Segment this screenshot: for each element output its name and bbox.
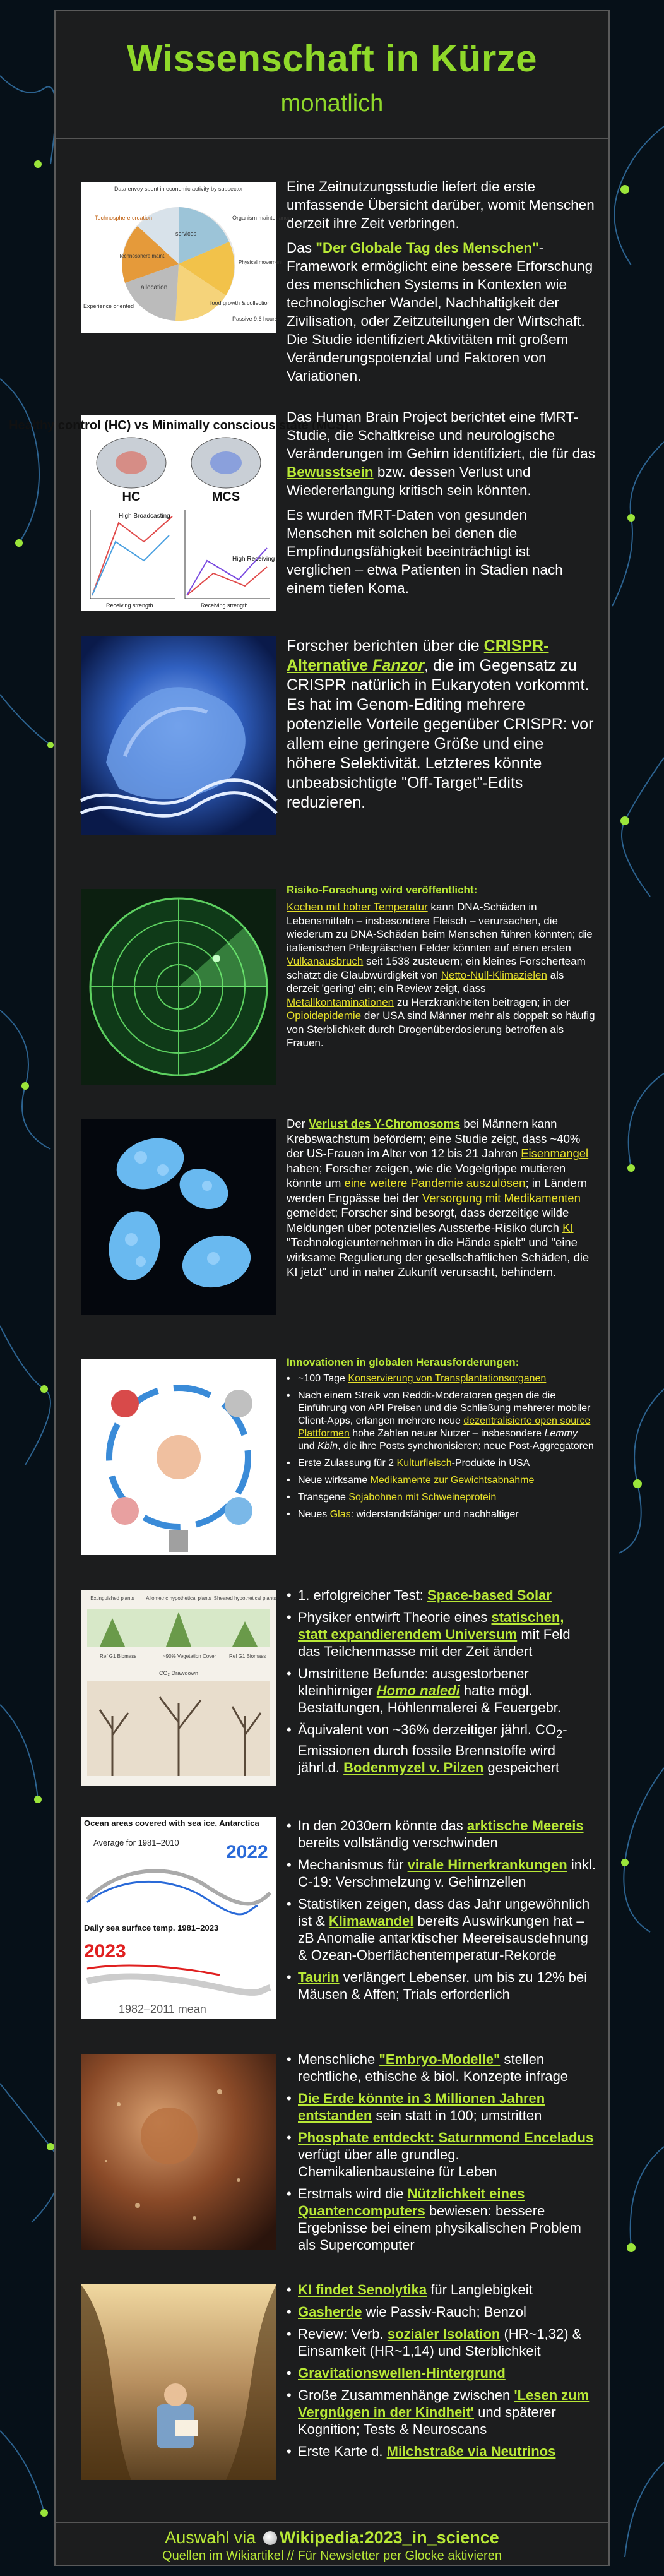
svg-text:allocation: allocation [141,284,168,291]
list-item: • In den 2030ern könnte das arktische Meereis bereits vollständig verschwinden [287,1817,596,1851]
list-item: • KI findet Senolytika für Langlebigkeit [287,2281,596,2298]
fanzor-protein-image [81,636,276,835]
svg-text:Ref G1 Biomass: Ref G1 Biomass [100,1654,137,1659]
list-item: • Mechanismus für virale Hirnerkrankungen inkl. C-19: Verschmelzung v. Gehirnzellen [287,1856,596,1890]
list-item: • Große Zusammenhänge zwischen 'Lesen zum Vergnügen in der Kindheit' und späterer Kognition; Tests & Neuroscans [287,2387,596,2438]
list-item: • Gravitationswellen-Hintergrund [287,2364,596,2382]
svg-text:CO₂ Drawdown: CO₂ Drawdown [158,1670,199,1676]
svg-text:Allometric hypothetical plants: Allometric hypothetical plants [146,1595,211,1601]
page-title: Wissenschaft in Kürze [126,37,538,80]
sea-ice-chart-image [81,1817,276,2019]
svg-text:Physical movement: Physical movement [239,259,283,265]
svg-text:Ocean areas covered with sea i: Ocean areas covered with sea ice, Antarctica [84,1818,259,1828]
list-item: • Menschliche "Embryo-Modelle" stellen rechtliche, ethische & biol. Konzepte infrage [287,2051,596,2085]
footer-note: Quellen im Wikiartikel // Für Newsletter per Glocke aktivieren [162,2549,502,2563]
list-item: • Gasherde wie Passiv-Rauch; Benzol [287,2303,596,2320]
svg-text:High Receiving: High Receiving [232,556,275,563]
svg-text:Ref G1 Biomass: Ref G1 Biomass [229,1654,266,1659]
wikipedia-link[interactable]: Wikipedia:2023_in_science [279,2528,499,2547]
section-text: Eine Zeitnutzungsstudie liefert die erste umfassende Übersicht darüber, womit Menschen derzeit ihre Zeit verbringen. Das "Der Globale Tag des Menschen"-Framework ermöglicht eine bessere Erforschung des menschlichen Systems in Kontexten wie technologischer Wandel, Nachhaltigkeit der Zivilisation, oder Zeitzuteilungen der Wirtschaft. Die Studie identifiziert Aktivitäten mit großem Veränderungspotenzial und Faktoren von Variationen. [287,177,596,391]
list-item: • Äquivalent von ~36% derzeitiger jährl. $CO_2$-Emissionen durch fossile Brennstoffe wird jährl.d. Bodenmyzel v. Pilzen gespeichert [287,1721,596,1776]
footer: Auswahl via Wikipedia:2023_in_science Quellen im Wikiartikel // Für Newsletter per Glocke aktivieren [56,2522,608,2566]
list-item: • Erstmals wird die Nützlichkeit eines Quantencomputers bewiesen: bessere Ergebnisse bei einem physikalischen Problem als Supercomputer [287,2185,596,2253]
section-text: Innovationen in globalen Herausforderungen: • ~100 Tage Konservierung von Transplantationsorganen • Nach einem Streik von Reddit-Moderatoren gegen die die Einführung von API Preisen und die Schließung mehrerer mobiler Client-Apps, erlangen mehrere neue dezentralisierte open source Plattformen hohe Zahlen neuer Nutzer – insbesondere Lemmy und Kbin, die ihre Posts synchronisieren; neue Post-Aggregatoren • Erste Zulassung für 2 Kulturfleisch-Produkte in USA • Neue wirksame Medikamente zur Gewichtsabnahme • Transgene Sojabohnen mit Schweineprotein • Neues Glas: widerstandsfähiger und nachhaltiger [287,1356,596,1525]
svg-text:Receiving strength: Receiving strength [201,602,248,609]
svg-text:Receiving strength: Receiving strength [106,602,153,609]
section-text [287,2281,596,2465]
wikipedia-globe-icon [263,2531,277,2545]
section-text: Der Verlust des Y-Chromosoms bei Männern kann Krebswachstum befördern; eine Studie zeigt, dass ~40% der US-Frauen im Alter von 12 bis 21 Jahren Eisenmangel haben; Forscher zeigen, wie die Vogelgrippe mutieren könnte um eine weitere Pandemie auszulösen; in Ländern werden Engpässe bei der Versorgung mit Medikamenten gemeldet; Forscher sind besorgt, dass derzeitige wilde Meldungen über potenzielles Aussterbe-Risiko durch KI "Technologieunternehmen in die Hände spielt" und "eine wirksame Regulierung der gesellschaftlichen Schäden, die KI jetzt" und in naher Zukunft verursacht, behindern. [287,1117,590,1279]
img-title: Data envoy spent in economic activity by subsector [114,186,244,192]
list-item: • Neues Glas: widerstandsfähiger und nachhaltiger [287,1508,596,1521]
svg-text:2023: 2023 [84,1941,126,1962]
paragraph: Eine Zeitnutzungsstudie liefert die erste umfassende Übersicht darüber, womit Menschen derzeit ihre Zeit verbringen. [287,179,595,231]
list-item: • 1. erfolgreicher Test: Space-based Solar [287,1587,596,1604]
radar-image [81,889,276,1085]
link-crispr-fanzor[interactable]: CRISPR-Alternative Fanzor [287,637,549,674]
list-item: • Erste Zulassung für 2 Kulturfleisch-Produkte in USA [287,1457,596,1470]
svg-text:Passive 9.6 hours: Passive 9.6 hours [232,316,278,322]
section-text [287,1587,596,1781]
section-text [287,1817,596,2008]
list-item: • Nach einem Streik von Reddit-Moderatoren gegen die die Einführung von API Preisen und die Schließung mehrerer mobiler Client-Apps, erlangen mehrere neue dezentralisierte open source Plattformen hohe Zahlen neuer Nutzer – insbesondere Lemmy und Kbin, die ihre Posts synchronisieren; neue Post-Aggregatoren [287,1390,596,1453]
svg-text:Extinguished plants: Extinguished plants [90,1595,134,1601]
page-subtitle: monatlich [280,90,384,117]
svg-text:Technosphere maint.: Technosphere maint. [119,253,166,259]
list-item: • Phosphate entdeckt: Saturnmond Enceladus verfügt über alle grundleg. Chemikalienbausteine für Leben [287,2129,596,2180]
svg-text:Sheared hypothetical plants: Sheared hypothetical plants [213,1595,276,1601]
svg-text:2022: 2022 [226,1842,268,1863]
section-text: Das Human Brain Project berichtet eine fMRT-Studie, die Schaltkreise und neurologische Veränderungen im Gehirn identifiziert, die für das Bewusstsein bzw. dessen Verlust und Wiedererlangung kritisch sein könnten. Es wurden fMRT-Daten von gesunden Menschen mit solchen bei denen die Empfindungsfähigkeit beeinträchtigt ist verglichen – etwa Patienten in Stadien nach einem tiefen Koma. [287,409,596,596]
svg-text:food growth & collection: food growth & collection [210,300,271,306]
svg-text:HC: HC [122,490,141,504]
list-item: • Review: Verb. sozialer Isolation (HR~1,32) & Einsamkeit (HR~1,14) und Sterblichkeit [287,2325,596,2359]
list-item: • Erste Karte d. Milchstraße via Neutrinos [287,2443,596,2460]
svg-text:~90% Vegetation Cover: ~90% Vegetation Cover [163,1654,216,1659]
svg-text:Daily sea surface temp. 1981–2: Daily sea surface temp. 1981–2023 [84,1923,219,1933]
list-item: • Taurin verlängert Lebenser. um bis zu 12% bei Mäusen & Affen; Trials erforderlich [287,1969,596,2003]
content-panel [9,10,610,2566]
time-use-chart-image [81,182,292,333]
section-text: Risiko-Forschung wird veröffentlicht: Kochen mit hoher Temperatur kann DNA-Schäden in Lebensmitteln – insbesondere Fleisch – verursachen, die wiederum zu DNA-Schäden beim Menschen führen könnten; die italienischen Phlegräischen Felder könnten auf einen ersten Vulkanausbruch seit 1538 zusteuern; ein kleines Forscherteam schätzt die Glaubwürdigkeit von Netto-Null-Klimazielen als derzeit 'gering' ein; ein Review zeigt, dass Metallkontaminationen zu Herzkrankheiten beitragen; in der Opioidepidemie der USA sind Männer mehr als doppelt so häufig von Sterblichkeit durch Drogenüberdosierung betroffen als Frauen. [287,884,595,1049]
svg-text:Average for 1981–2010: Average for 1981–2010 [93,1838,179,1847]
svg-text:Technosphere creation: Technosphere creation [95,215,153,221]
svg-text:Organism maintenance: Organism maintenance [232,215,292,221]
list-item: • Neue wirksame Medikamente zur Gewichtsabnahme [287,1474,596,1487]
link-consciousness[interactable]: Bewusstsein [287,464,374,480]
svg-text:services: services [175,230,197,237]
svg-text:MCS: MCS [211,490,240,504]
child-reading-image [81,2284,276,2480]
section-text: Forscher berichten über die CRISPR-Alternative Fanzor, die im Gegensatz zu CRISPR natürlich in Eukaryoten vorkommt. Es hat im Genom-Editing mehrere potenzielle Vorteile gegenüber CRISPR: vor allem eine geringere Größe und eine höhere Selektivität. Letzteres könnte unbeabsichtigte "Off-Target"-Edits reduzieren. [287,637,594,811]
chromosome-image [81,1119,276,1315]
svg-text:High Broadcasting: High Broadcasting [119,513,170,520]
svg-text:1982–2011 mean: 1982–2011 mean [119,2003,206,2015]
plants-co2-image [81,1590,276,1786]
svg-text:Healthy control (HC) vs Minima: Healthy control (HC) vs Minimally conscious state (MCS) [9,419,348,432]
section-text [287,2051,596,2258]
planet-formation-image [81,2054,276,2250]
link-global-day[interactable]: "Der Globale Tag des Menschen" [316,240,539,256]
list-item: • ~100 Tage Konservierung von Transplantationsorganen [287,1373,596,1385]
section-heading: Risiko-Forschung wird veröffentlicht: [287,884,478,896]
list-item: • Statistiken zeigen, dass das Jahr ungewöhnlich ist & Klimawandel bereits Auswirkungen hat – zB Anomalie antarktischer Meereisausdehnung & Ozean-Oberflächentemperatur-Rekorde [287,1895,596,1964]
list-item: • Physiker entwirft Theorie eines statischen, statt expandierendem Universum mit Feld das Teilchenmasse mit der Zeit ändert [287,1609,596,1660]
list-item: • Transgene Sojabohnen mit Schweineprotein [287,1491,596,1504]
svg-text:Experience oriented: Experience oriented [83,303,134,309]
list-item: • Umstrittene Befunde: ausgestorbener kleinhirniger Homo naledi hatte mögl. Bestattungen, Höhlenmalerei & Feuergebr. [287,1665,596,1716]
organ-preservation-image [81,1359,276,1555]
header [56,11,608,139]
list-item: • Die Erde könnte in 3 Millionen Jahren entstanden sein statt in 100; umstritten [287,2090,596,2124]
